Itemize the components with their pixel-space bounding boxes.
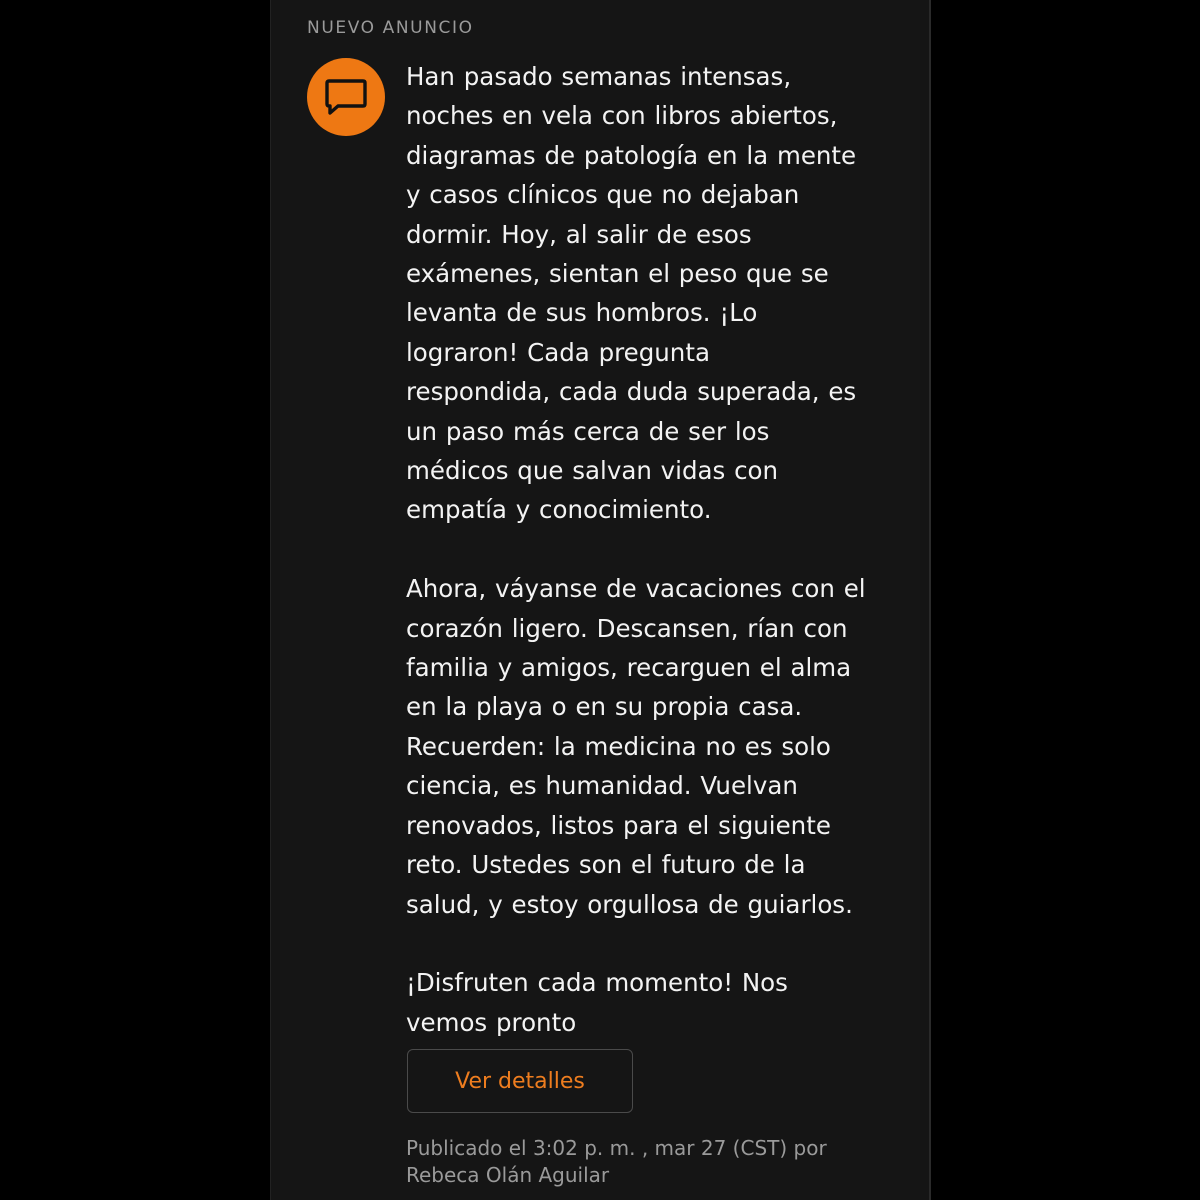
publication-info [406, 1135, 886, 1189]
message-paragraph-1: Han pasado semanas intensas, noches en vela con libros abiertos, diagramas de patología en la mente y casos clínicos que no dejaban dormir. Hoy, al salir de esos exámenes, sientan el peso que se levanta de sus hombros. ¡Lo lograron! Cada pregunta respondida, cada duda superada, es un paso más cerca de ser los médicos que salvan vidas con empatía y conocimiento. [406, 62, 857, 525]
view-details-button[interactable]: Ver detalles [407, 1049, 633, 1113]
message-paragraph-3: ¡Disfruten cada momento! Nos vemos pronto [406, 968, 788, 1037]
author-name: Rebeca Olán Aguilar [406, 1163, 610, 1187]
section-label: NUEVO ANUNCIO [307, 18, 474, 38]
announcement-panel [270, 0, 931, 1200]
published-timestamp: Publicado el 3:02 p. m. , mar 27 (CST) por [406, 1136, 827, 1160]
speech-bubble-icon [324, 77, 368, 117]
announcement-avatar [307, 58, 385, 136]
message-paragraph-2: Ahora, váyanse de vacaciones con el corazón ligero. Descansen, rían con familia y amigos, recarguen el alma en la playa o en su propia casa. Recuerden: la medicina no es solo ciencia, es humanidad. Vuelvan renovados, listos para el siguiente reto. Ustedes son el futuro de la salud, y estoy orgullosa de guiarlos. [406, 574, 866, 919]
announcement-message [406, 57, 886, 1042]
